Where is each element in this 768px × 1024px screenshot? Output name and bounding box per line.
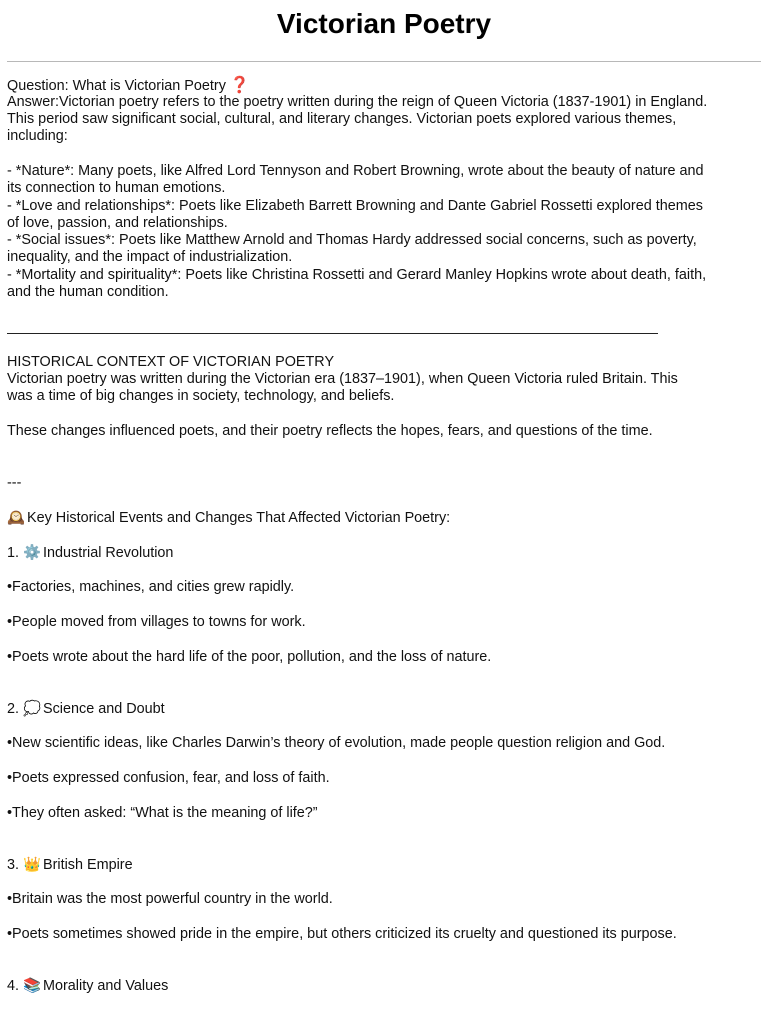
theme-love-line-2: of love, passion, and relationships. — [7, 215, 228, 231]
theme-mortality-line-1: - *Mortality and spirituality*: Poets like Christina Rossetti and Gerard Manley Hopkins wrote about death, faith, — [7, 267, 707, 283]
list-item: •Poets sometimes showed pride in the empire, but others criticized its cruelty and questioned its purpose. — [7, 926, 677, 942]
gear-icon: ⚙️ — [23, 545, 41, 561]
answer-line-2: This period saw significant social, cultural, and literary changes. Victorian poets explored various themes, — [7, 111, 677, 127]
context-paragraph-1-line-1: Victorian poetry was written during the Victorian era (1837–1901), when Queen Victoria ruled Britain. This — [7, 371, 678, 387]
event-number: 2. — [7, 701, 20, 717]
theme-social-line-1: - *Social issues*: Poets like Matthew Arnold and Thomas Hardy addressed social concerns, such as poverty, — [7, 232, 697, 248]
theme-love-line-1: - *Love and relationships*: Poets like Elizabeth Barrett Browning and Dante Gabriel Rossetti explored themes — [7, 198, 703, 214]
list-item: •Poets expressed confusion, fear, and loss of faith. — [7, 770, 330, 786]
event-4-title-line — [7, 978, 763, 995]
event-2-title-line — [7, 701, 763, 718]
context-paragraph-2: These changes influenced poets, and their poetry reflects the hopes, fears, and questions of the time. — [7, 423, 653, 439]
list-item: •Factories, machines, and cities grew rapidly. — [7, 579, 295, 595]
section-divider — [7, 333, 658, 334]
list-item: •People moved from villages to towns for work. — [7, 614, 306, 630]
list-item: •Britain was the most powerful country in the world. — [7, 891, 333, 907]
dash-separator: --- — [7, 475, 22, 491]
list-item: •They often asked: “What is the meaning of life?” — [7, 805, 318, 821]
crown-icon: 👑 — [23, 857, 41, 873]
question-line — [7, 77, 763, 95]
books-icon: 📚 — [23, 978, 41, 994]
event-title: Industrial Revolution — [43, 545, 174, 561]
event-title: Morality and Values — [43, 978, 169, 994]
answer-line-1: Answer:Victorian poetry refers to the poetry written during the reign of Queen Victoria (1837-1901) in England. — [7, 94, 708, 110]
question-text: Question: What is Victorian Poetry — [7, 78, 226, 94]
event-number: 1. — [7, 545, 20, 561]
events-heading-line — [7, 510, 763, 527]
event-title: British Empire — [43, 857, 133, 873]
context-paragraph-1-line-2: was a time of big changes in society, technology, and beliefs. — [7, 388, 395, 404]
thought-balloon-icon: 💭 — [23, 701, 41, 717]
event-number: 4. — [7, 978, 20, 994]
mantelpiece-clock-icon: 🕰️ — [7, 510, 25, 526]
context-heading: HISTORICAL CONTEXT OF VICTORIAN POETRY — [7, 354, 335, 370]
question-mark-icon: ❓ — [229, 77, 250, 94]
event-title: Science and Doubt — [43, 701, 165, 717]
theme-nature-line-1: - *Nature*: Many poets, like Alfred Lord Tennyson and Robert Browning, wrote about the beauty of nature and — [7, 163, 704, 179]
event-number: 3. — [7, 857, 20, 873]
theme-mortality-line-2: and the human condition. — [7, 284, 169, 300]
event-1-title-line — [7, 545, 763, 562]
events-heading: Key Historical Events and Changes That Affected Victorian Poetry: — [27, 510, 451, 526]
theme-nature-line-2: its connection to human emotions. — [7, 180, 226, 196]
theme-social-line-2: inequality, and the impact of industrialization. — [7, 249, 293, 265]
title-divider — [7, 61, 761, 62]
page-title: Victorian Poetry — [276, 8, 492, 39]
answer-line-3: including: — [7, 128, 68, 144]
event-3-title-line — [7, 857, 763, 874]
list-item: •Poets wrote about the hard life of the poor, pollution, and the loss of nature. — [7, 649, 492, 665]
list-item: •New scientific ideas, like Charles Darwin’s theory of evolution, made people question religion and God. — [7, 735, 666, 751]
